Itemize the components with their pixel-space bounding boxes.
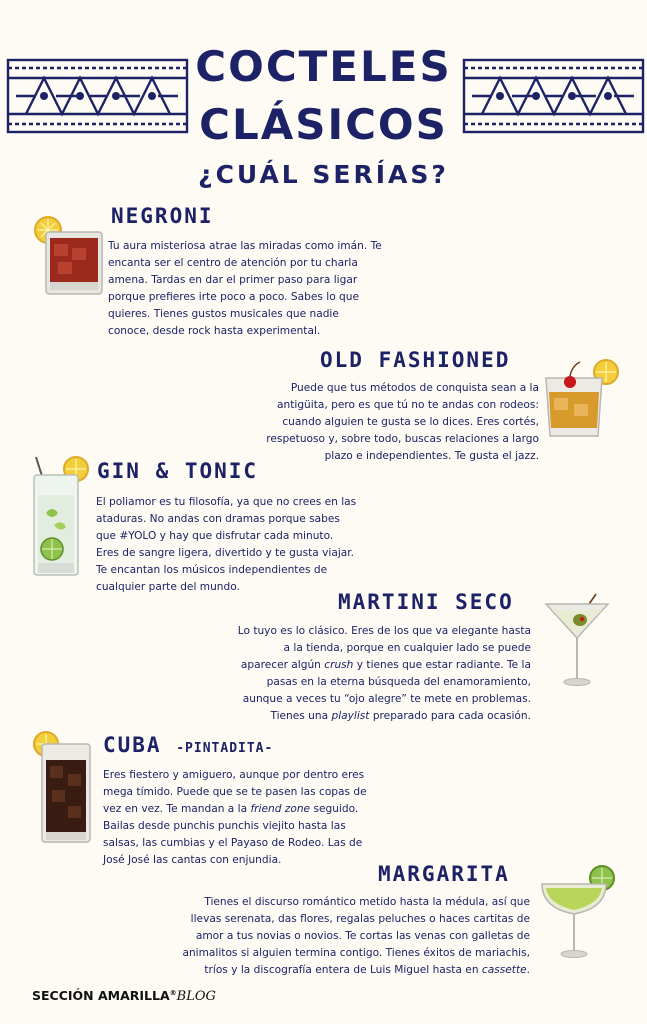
description-line: animalitos si alguien termina contigo. Tienes éxitos de mariachis, <box>182 947 530 959</box>
margarita-glass-icon <box>538 862 618 960</box>
description-line: mega tímido. Puede que se te pasen las copas de <box>103 786 367 798</box>
description-line: plazo e independientes. Te gusta el jazz. <box>324 450 539 462</box>
description-line: pasas en la eterna búsqueda del enamoramiento, <box>266 676 531 688</box>
description-line: Bailas desde punchis punchis viejito hasta las <box>103 820 346 832</box>
brand-blog: BLOG <box>176 989 216 1004</box>
description-line: quieres. Tienes gustos musicales que nadie <box>108 308 339 320</box>
cocktail-description-negroni <box>108 238 382 340</box>
description-line: Eres fiestero y amiguero, aunque por dentro eres <box>103 769 365 781</box>
cocktail-heading-old-fashioned: OLD FASHIONED <box>320 348 511 372</box>
brand-logo[interactable] <box>32 988 216 1004</box>
brand-name: SECCIÓN AMARILLA <box>32 988 170 1003</box>
cocktail-description-cuba <box>103 767 367 869</box>
description-line: aunque a veces tu “ojo alegre” te mete en problemas. <box>242 693 531 705</box>
description-line: tríos y la discografía entera de Luis Miguel hasta en cassette. <box>204 964 530 976</box>
description-line: Tienes el discurso romántico metido hasta la médula, así que <box>204 896 530 908</box>
cocktail-heading-margarita: MARGARITA <box>378 862 510 886</box>
description-line: encanta ser el centro de atención por tu charla <box>108 257 358 269</box>
description-line: Puede que tus métodos de conquista sean a la <box>290 382 539 394</box>
cocktail-heading-martini-seco: MARTINI SECO <box>338 590 514 614</box>
description-line: José José las cantas con enjundia. <box>103 854 282 866</box>
martini-glass-icon <box>544 592 610 688</box>
description-line: Tu aura misteriosa atrae las miradas como imán. Te <box>108 240 382 252</box>
title-line-2: CLÁSICOS <box>199 100 448 149</box>
description-line: que #YOLO y hay que disfrutar cada minuto. <box>96 530 334 542</box>
description-line: vez en vez. Te mandan a la friend zone seguido. <box>103 803 359 815</box>
registered-mark: ® <box>169 988 177 997</box>
description-line: cualquier parte del mundo. <box>96 581 240 593</box>
description-line: amena. Tardas en dar el primer paso para ligar <box>108 274 358 286</box>
gin-tonic-glass-icon <box>28 455 92 579</box>
subtitle: ¿CUÁL SERÍAS? <box>198 160 449 189</box>
negroni-glass-icon <box>32 214 110 298</box>
description-line: Lo tuyo es lo clásico. Eres de los que va elegante hasta <box>237 625 531 637</box>
description-line: ataduras. No andas con dramas porque sabes <box>96 513 340 525</box>
cuba-title: CUBA <box>103 733 162 757</box>
cocktail-description-gin-tonic <box>96 494 356 596</box>
cocktail-description-martini-seco <box>238 623 531 725</box>
description-line: porque prefieres irte poco a poco. Sabes lo que <box>108 291 360 303</box>
description-line: amor a tus novias o novios. Te cortas las venas con galletas de <box>195 930 530 942</box>
description-line: respetuoso y, sobre todo, buscas relaciones a largo <box>266 433 539 445</box>
description-line: El poliamor es tu filosofía, ya que no crees en las <box>96 496 357 508</box>
description-line: Tienes una playlist preparado para cada ocasión. <box>270 710 531 722</box>
cocktail-description-old-fashioned <box>266 380 539 465</box>
cocktail-description-margarita <box>182 894 530 979</box>
cocktail-heading-negroni: NEGRONI <box>111 204 214 228</box>
description-line: llevas serenata, das flores, regalas peluches o haces cartitas de <box>190 913 530 925</box>
description-line: a la tienda, porque en cualquier lado se puede <box>283 642 531 654</box>
title-line-1: COCTELES <box>195 42 452 91</box>
old-fashioned-glass-icon <box>540 358 622 440</box>
description-line: cuando alguien te gusta se lo dices. Eres cortés, <box>282 416 539 428</box>
description-line: Te encantan los músicos independientes de <box>96 564 328 576</box>
description-line: aparecer algún crush y tienes que estar radiante. Te la <box>240 659 531 671</box>
cocktail-heading-cuba <box>103 733 273 757</box>
cuba-glass-icon <box>32 730 96 844</box>
cocktail-heading-gin-tonic: GIN & TONIC <box>97 459 259 483</box>
description-line: salsas, las cumbias y el Payaso de Rodeo. Las de <box>103 837 363 849</box>
description-line: conoce, desde rock hasta experimental. <box>108 325 321 337</box>
description-line: Eres de sangre ligera, divertido y te gusta viajar. <box>96 547 355 559</box>
description-line: antigüita, pero es que tú no te andas con rodeos: <box>277 399 539 411</box>
cuba-subtitle: -PINTADITA- <box>176 741 274 756</box>
